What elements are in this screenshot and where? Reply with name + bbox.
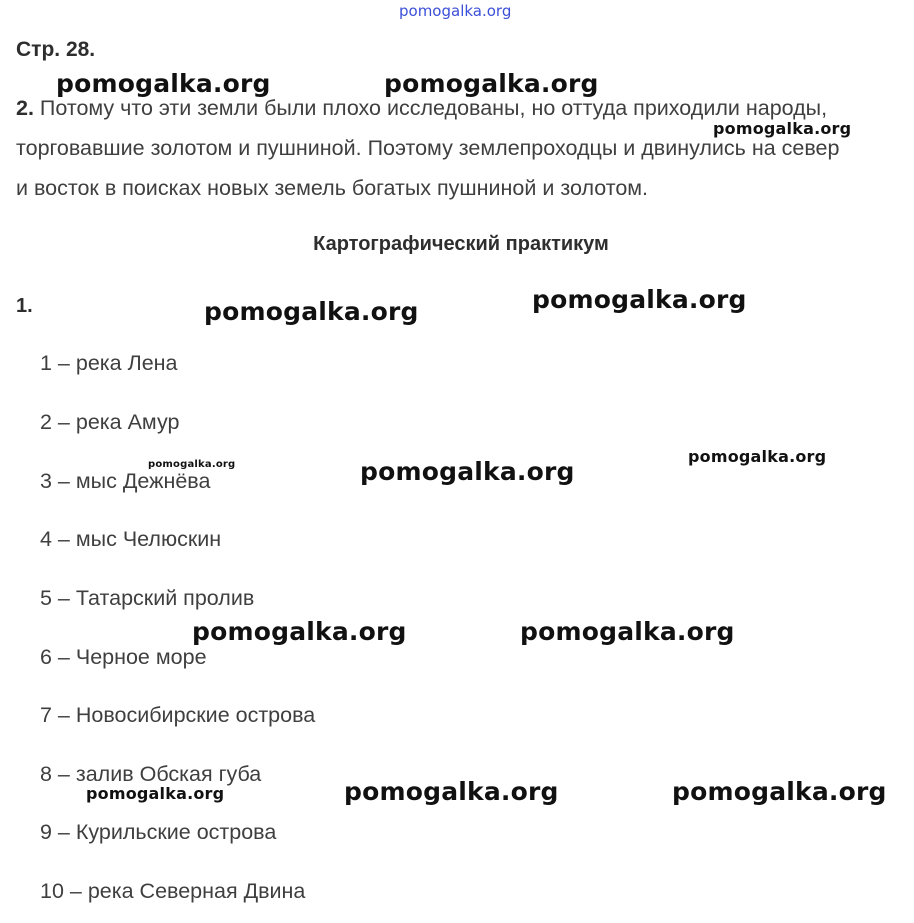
watermark: pomogalka.org [86,784,225,803]
paragraph-line-2: торговавшие золотом и пушниной. Поэтому землепроходцы и двинулись на север [16,136,840,160]
watermark: pomogalka.org [204,297,419,326]
answer-paragraph [16,88,906,208]
list-item: 5 – Татарский пролив [40,586,255,610]
paragraph-line-1-text: Потому что эти земли были плохо исследованы, но оттуда приходили народы, [33,96,828,120]
watermark: pomogalka.org [360,457,575,486]
page-heading: Стр. 28. [16,38,96,61]
task-number: 1. [16,295,33,317]
watermark: pomogalka.org [192,617,407,646]
section-title: Картографический практикум [313,233,609,255]
list-item: 7 – Новосибирские острова [40,703,316,727]
watermark: pomogalka.org [672,777,887,806]
list-item: 1 – река Лена [40,351,178,375]
watermark: pomogalka.org [148,459,236,470]
watermark: pomogalka.org [520,617,735,646]
list-item: 8 – залив Обская губа [40,762,262,786]
list-item: 2 – река Амур [40,410,180,434]
header-watermark: pomogalka.org [399,2,512,20]
watermark: pomogalka.org [344,777,559,806]
watermark: pomogalka.org [56,69,271,98]
list-item: 3 – мыс Дежнёва [40,469,211,493]
paragraph-line-3: и восток в поисках новых земель богатых пушниной и золотом. [16,176,649,200]
watermark: pomogalka.org [688,447,827,466]
list-item: 9 – Курильские острова [40,820,277,844]
watermark: pomogalka.org [713,119,852,138]
answer-number: 2. [16,96,34,120]
watermark: pomogalka.org [384,69,599,98]
list-item: 6 – Черное море [40,645,207,669]
watermark: pomogalka.org [532,285,747,314]
list-item: 10 – река Северная Двина [40,879,306,903]
list-item: 4 – мыс Челюскин [40,527,222,551]
